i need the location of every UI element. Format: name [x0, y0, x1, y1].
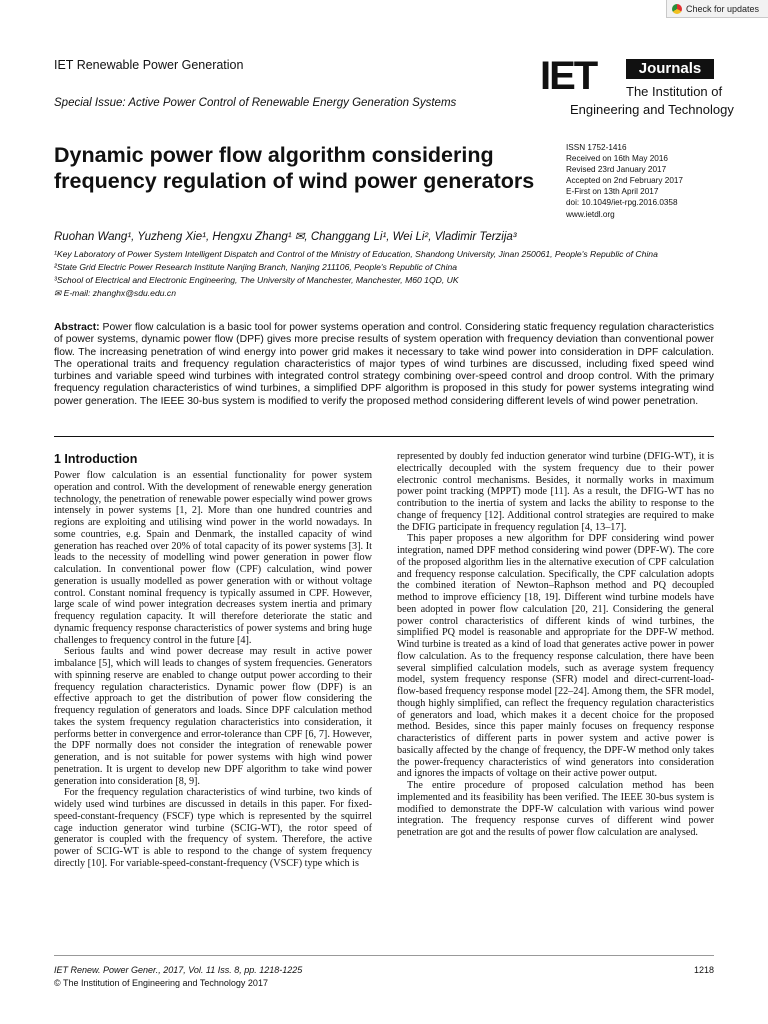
body-column-left — [54, 470, 372, 870]
journals-label: Journals — [626, 59, 714, 79]
check-for-updates-label: Check for updates — [686, 3, 760, 14]
page-number: 1218 — [693, 965, 714, 975]
divider — [54, 436, 714, 437]
special-issue: Special Issue: Active Power Control of Renewable Energy Generation Systems — [54, 97, 457, 109]
corresponding-email[interactable]: ✉ E-mail: zhanghx@sdu.edu.cn — [54, 288, 176, 299]
received-date: Received on 16th May 2016 — [566, 154, 668, 164]
abstract-text: Power flow calculation is a basic tool for power systems operation and control. Considering static frequency regulation characteristics of power systems, dynamic power flow (DPF) gives more precise results of system operation with frequency deviation than conventional power flow. The increasing penetration of wind energy into power grid makes it necessary to take wind power into consideration in DPF calculation. The operational traits and frequency regulation characteristics of major types of wind turbines are discussed, including fixed speed wind turbines and variable speed wind turbines with integrated control strategy combining over-speed control and droop control. With the primary frequency regulation characteristics of wind turbines, a simplified DPF algorithm is proposed in this study for power systems integrating wind power generation. The IEEE 30-bus system is modified to verify the proposed method considering different levels of wind power penetration. — [54, 322, 714, 407]
accepted-date: Accepted on 2nd February 2017 — [566, 176, 683, 186]
institution-line-2: Engineering and Technology — [570, 102, 734, 117]
check-for-updates-button[interactable] — [666, 0, 768, 18]
author-list: Ruohan Wang¹, Yuzheng Xie¹, Hengxu Zhang¹ ✉, Changgang Li¹, Wei Li², Vladimir Terzija³ — [54, 231, 517, 243]
footer-copyright: © The Institution of Engineering and Technology 2017 — [54, 978, 268, 988]
abstract-label: Abstract: — [54, 322, 100, 333]
affiliation-2: ²State Grid Electric Power Research Institute Nanjing Branch, Nanjing 211106, People's Republic of China — [54, 262, 458, 273]
paragraph: Serious faults and wind power decrease may result in active power imbalance [5], which will leads to changes of system frequencies. Generators with spinning reserve are enabled to change output power according to their frequency regulation characteristics. Dynamic power flow (DPF) is an effective approach to get the distribution of power flow considering the frequency regulation of generators and loads. Since DPF calculation method takes the system frequency regulation characteristics into consideration, it performs better in convergence and error-tolerance than CPF [6, 7]. However, the DPF normally does not consider the integration of renewable power generation, and is not suitable for power systems with high wind power penetration. It is urgent to develop new DPF algorithm to take wind power generation into consideration [8, 9]. — [54, 646, 372, 787]
doi[interactable]: doi: 10.1049/iet-rpg.2016.0358 — [566, 198, 678, 208]
paragraph: This paper proposes a new algorithm for DPF considering wind power integration, named DPF method considering wind power (DPF-W). The core of the proposed algorithm lies in the alternative execution of CPF calculation and frequency response calculation. Specifically, the CPF calculation adopts the combined iteration of Newton–Raphson method and PQ decoupled method to improve efficiency [18, 19]. Different wind turbine models have been adopted in power flow calculation [20, 21]. Considering the general power control characteristics of different kinds of wind turbines, the simplified PQ model is reasonable and appropriate for the DPF-W method. Wind turbine is treated as a kind of load that generates active power in power flow calculation. As to the frequency response calculation, there have been several simplified calculation models, such as average system frequency model, system frequency response (SFR) model and direct-current-load-flow-based frequency response model [22–24]. Among them, the SFR model, though highly simplified, can reflect the frequency regulation characteristics of generators and load, which makes it a decent choice for the proposed method. Besides, since this paper mainly focuses on frequency response characteristics of different parts in power system and active power is basically affected by the change of frequency, the DPF-W method only takes the power-frequency characteristics of wind generators into consideration and ignores the impacts of voltage on their active power output. — [397, 533, 714, 780]
paragraph: For the frequency regulation characteristics of wind turbine, two kinds of widely used wind turbines are discussed in details in this paper. For fixed-speed-constant-frequency (FSCF) type which is represented by the squirrel cage induction generator wind turbine (SCIG-WT), the rotor speed of generator is coupled with the frequency of system. Therefore, the active power of SCIG-WT is able to respond to the change of system frequency directly [10]. For variable-speed-constant-frequency (VSCF) type which is — [54, 787, 372, 869]
paper-title: Dynamic power flow algorithm considering frequency regulation of wind power generators — [54, 143, 535, 193]
body-column-right — [397, 451, 714, 839]
issn: ISSN 1752-1416 — [566, 143, 627, 152]
section-heading: 1 Introduction — [54, 452, 138, 466]
article-metadata — [566, 142, 683, 220]
paragraph: represented by doubly fed induction generator wind turbine (DFIG-WT), it is electrically decoupled with the system frequency due to their power electronic control mechanisms. Besides, it normally works in maximum power point tracking (MPPT) mode [11]. As a result, the DFIG-WT has no contribution to the inertia of system and lacks the ability to response to the change of frequency [12]. Additional control strategies are required to make the DFIG participate in frequency regulation [4, 13–17]. — [397, 451, 714, 533]
iet-logo — [540, 54, 734, 120]
footer-citation: IET Renew. Power Gener., 2017, Vol. 11 Iss. 8, pp. 1218-1225 — [54, 965, 303, 975]
affiliation-3: ³School of Electrical and Electronic Engineering, The University of Manchester, Manchester, M60 1QD, UK — [54, 275, 459, 286]
abstract — [54, 322, 714, 408]
iet-logo-text: IET — [540, 54, 597, 98]
revised-date: Revised 23rd January 2017 — [566, 165, 667, 175]
footer-divider — [54, 955, 714, 956]
journal-name: IET Renewable Power Generation — [54, 58, 244, 72]
crossmark-icon — [672, 4, 682, 14]
paragraph: The entire procedure of proposed calculation method has been implemented and its feasibility has been verified. The IEEE 30-bus system is modified to demonstrate the DPF-W calculation with various wind power integration. The frequency response curves of different wind power penetration are got and the results of power flow calculation are analysed. — [397, 780, 714, 838]
site-link[interactable]: www.ietdl.org — [566, 209, 615, 219]
institution-line-1: The Institution of — [626, 84, 723, 99]
efirst-date: E-First on 13th April 2017 — [566, 187, 659, 197]
paragraph: Power flow calculation is an essential functionality for power system operation and control. With the development of renewable energy generation technology, the penetration of renewable power especially wind power grows intensely in power systems [1, 2]. More than one hundred countries and regions are exploiting and utilising wind power in the world nowadays. In some countries, e.g. Spain and Denmark, the installed capacity of wind generation has reached over 20% of total capacity of its power systems [3]. It leads to the necessity of modelling wind power generation in power flow calculation. In conventional power flow (CPF) calculation, wind power generation is usually modelled as power generation with or without voltage control. Constant nominal frequency is typically assumed in CPF. However, large scale of wind power integration decreases system inertia and primary frequency regulation capacity. It will therefore deteriorate the static and dynamic frequency response characteristics of power systems and bring huge challenges to frequency control in the future [4]. — [54, 470, 372, 646]
affiliation-1: ¹Key Laboratory of Power System Intelligent Dispatch and Control of the Ministry of Education, Shandong University, Jinan 250061, People's Republic of China — [54, 249, 658, 259]
affiliations — [54, 249, 714, 301]
